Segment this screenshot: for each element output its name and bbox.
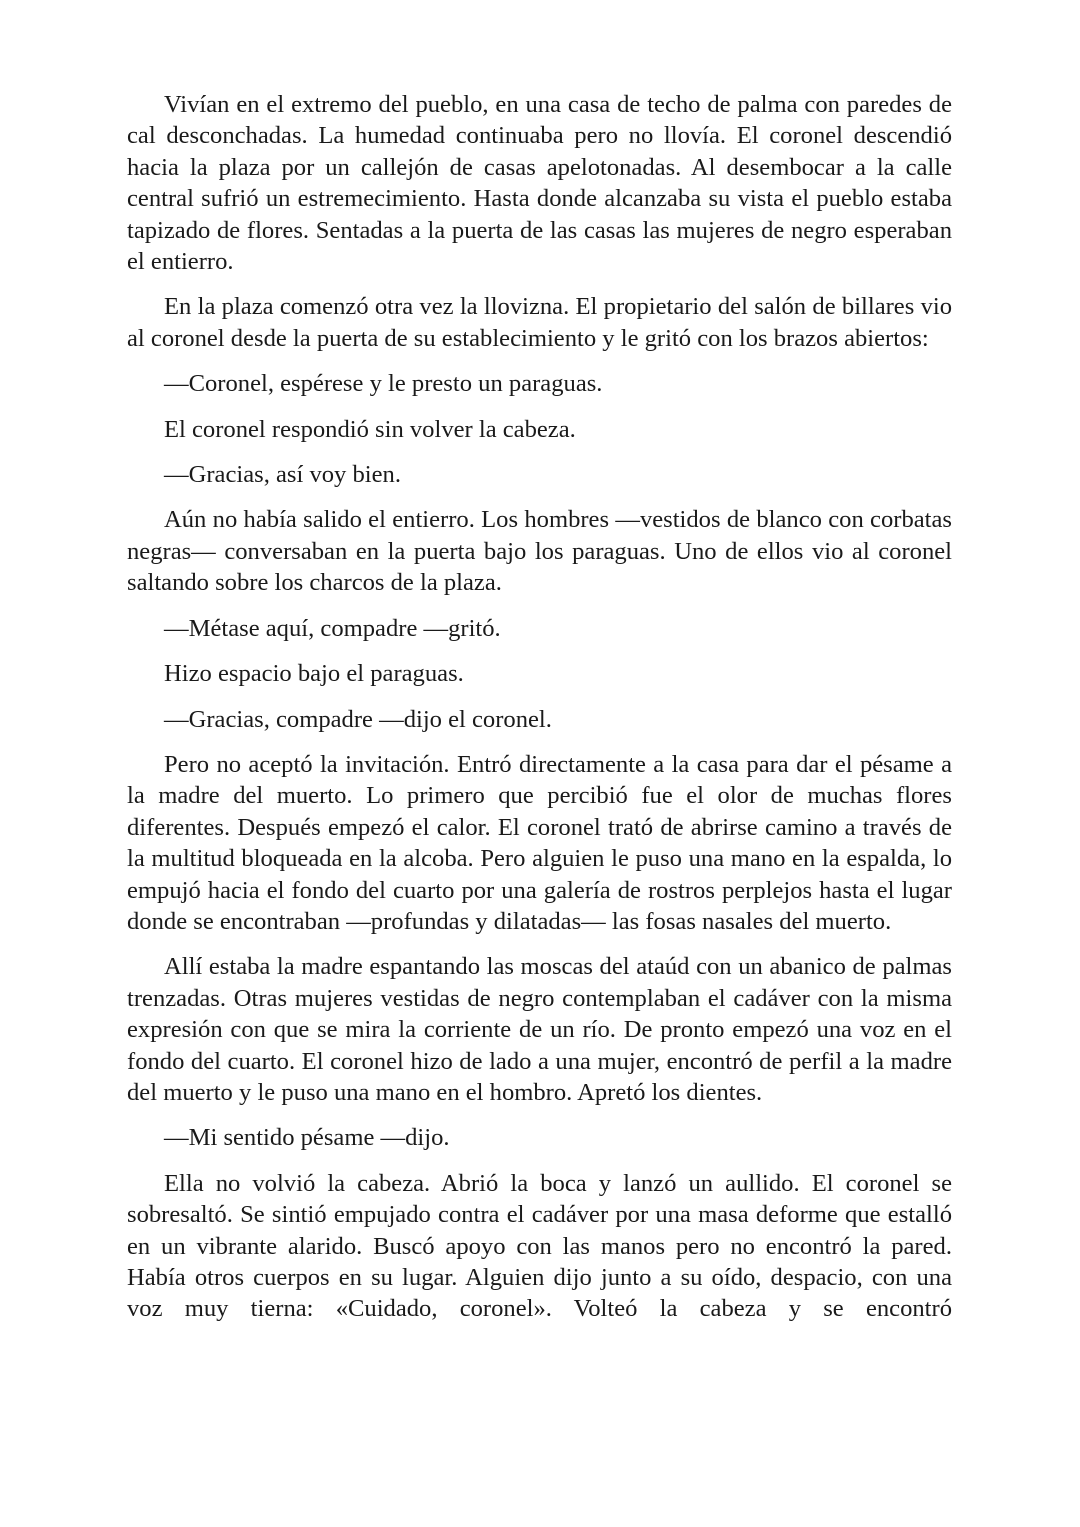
dialogue-line: —Métase aquí, compadre —gritó.: [164, 614, 501, 642]
paragraph: Ella no volvió la cabeza. Abrió la boca y lanzó un aullido. El coronel se sobresaltó. Se sintió empujado contra el cadáver por una masa deforme que estalló en un vibrante alarido. Buscó apoyo con las manos pero no encontró la pared. Había otros cuerpos en su lugar. Alguien dijo junto a su oído, despacio, con una voz muy tierna: «Cuidado, coronel». Volteó la cabeza y se encontró: [127, 1169, 952, 1323]
dialogue-line: —Gracias, compadre —dijo el coronel.: [164, 705, 552, 733]
paragraph: Vivían en el extremo del pueblo, en una casa de techo de palma con paredes de cal desconchadas. La humedad continuaba pero no llovía. El coronel descendió hacia la plaza por un callejón de casas apelotonadas. Al desembocar a la calle central sufrió un estremecimiento. Hasta donde alcanzaba su vista el pueblo estaba tapizado de flores. Sentadas a la puerta de las casas las mujeres de negro esperaban el entierro.: [127, 91, 952, 276]
dialogue-line: —Coronel, espérese y le presto un paraguas.: [164, 370, 603, 398]
paragraph: Hizo espacio bajo el paraguas.: [164, 660, 464, 688]
dialogue-line: —Mi sentido pésame —dijo.: [164, 1124, 450, 1152]
paragraph: El coronel respondió sin volver la cabeza.: [164, 415, 576, 443]
paragraph: Pero no aceptó la invitación. Entró directamente a la casa para dar el pésame a la madre del muerto. Lo primero que percibió fue el olor de muchas flores diferentes. Después empezó el calor. El coronel trató de abrirse camino a través de la multitud bloqueada en la alcoba. Pero alguien le puso una mano en la espalda, lo empujó hacia el fondo del cuarto por una galería de rostros perplejos hasta el lugar donde se encontraban —profundas y dilatadas— las fosas nasales del muerto.: [127, 750, 952, 935]
paragraph: Aún no había salido el entierro. Los hombres —vestidos de blanco con corbatas negras— conversaban en la puerta bajo los paraguas. Uno de ellos vio al coronel saltando sobre los charcos de la plaza.: [127, 506, 952, 597]
paragraph: Allí estaba la madre espantando las moscas del ataúd con un abanico de palmas trenzadas. Otras mujeres vestidas de negro contemplaban el cadáver con la misma expresión con que se mira la corriente de un río. De pronto empezó una voz en el fondo del cuarto. El coronel hizo de lado a una mujer, encontró de perfil a la madre del muerto y le puso una mano en el hombro. Apretó los dientes.: [127, 953, 952, 1106]
dialogue-line: —Gracias, así voy bien.: [164, 461, 401, 489]
document-page: [127, 89, 952, 1325]
paragraph: En la plaza comenzó otra vez la llovizna. El propietario del salón de billares vio al coronel desde la puerta de su establecimiento y le gritó con los brazos abiertos:: [127, 293, 952, 352]
